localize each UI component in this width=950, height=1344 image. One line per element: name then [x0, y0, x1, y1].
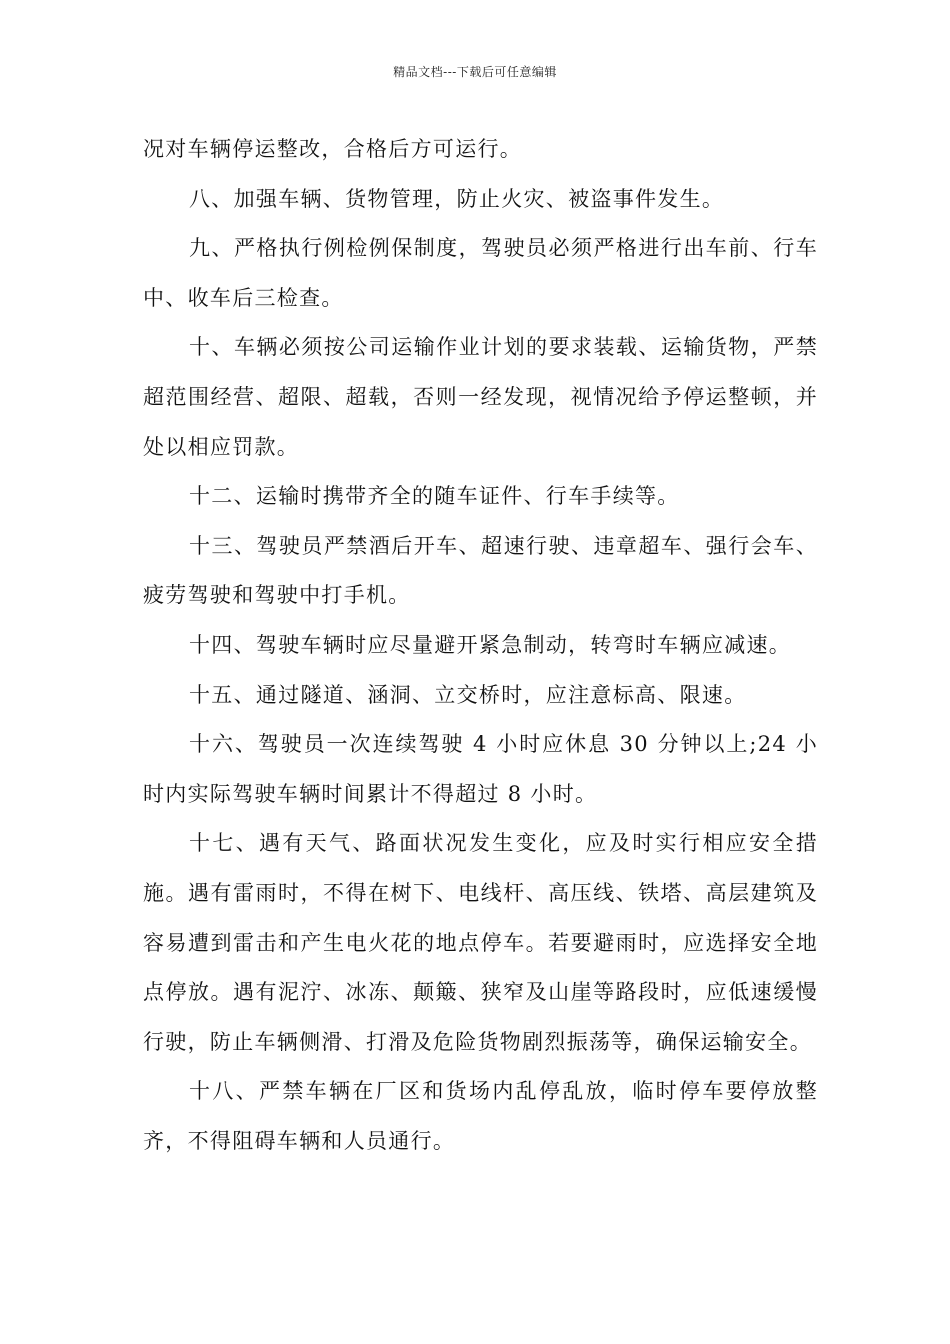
paragraph-item-15: 十五、通过隧道、涵洞、立交桥时，应注意标高、限速。: [189, 682, 747, 707]
paragraph-item-14: 十四、驾驶车辆时应尽量避开紧急制动，转弯时车辆应减速。: [189, 632, 792, 657]
paragraph-item-16: 十六、驾驶员一次连续驾驶 4 小时应休息 30 分钟以上;24 小时内实际驾驶车辆时间累计不得超过 8 小时。: [143, 732, 818, 806]
paragraph-continuation: 况对车辆停运整改，合格后方可运行。: [143, 137, 523, 161]
paragraph-item-18: 十八、严禁车辆在厂区和货场内乱停乱放，临时停车要停放整齐，不得阻碍车辆和人员通行。: [143, 1079, 818, 1153]
paragraph-item-8: 八、加强车辆、货物管理，防止火灾、被盗事件发生。: [189, 186, 725, 211]
paragraph-item-12: 十二、运输时携带齐全的随车证件、行车手续等。: [189, 484, 680, 509]
paragraph-item-17: 十七、遇有天气、路面状况发生变化，应及时实行相应安全措施。遇有雷雨时，不得在树下、电线杆、高压线、铁塔、高层建筑及容易遭到雷击和产生电火花的地点停车。若要避雨时，应选择安全地点停放。遇有泥泞、冰冻、颠簸、狭窄及山崖等路段时，应低速缓慢行驶，防止车辆侧滑、打滑及危险货物剧烈振荡等，确保运输安全。: [143, 831, 818, 1054]
page-header: 精品文档---下载后可任意编辑: [393, 65, 557, 79]
paragraph-item-13: 十三、驾驶员严禁酒后开车、超速行驶、违章超车、强行会车、疲劳驾驶和驾驶中打手机。: [143, 533, 818, 608]
paragraph-item-10: 十、车辆必须按公司运输作业计划的要求装载、运输货物，严禁超范围经营、超限、超载，否则一经发现，视情况给予停运整顿，并处以相应罚款。: [143, 335, 818, 459]
document-body: [143, 125, 818, 1166]
paragraph-item-9: 九、严格执行例检例保制度，驾驶员必须严格进行出车前、行车中、收车后三检查。: [143, 236, 818, 310]
